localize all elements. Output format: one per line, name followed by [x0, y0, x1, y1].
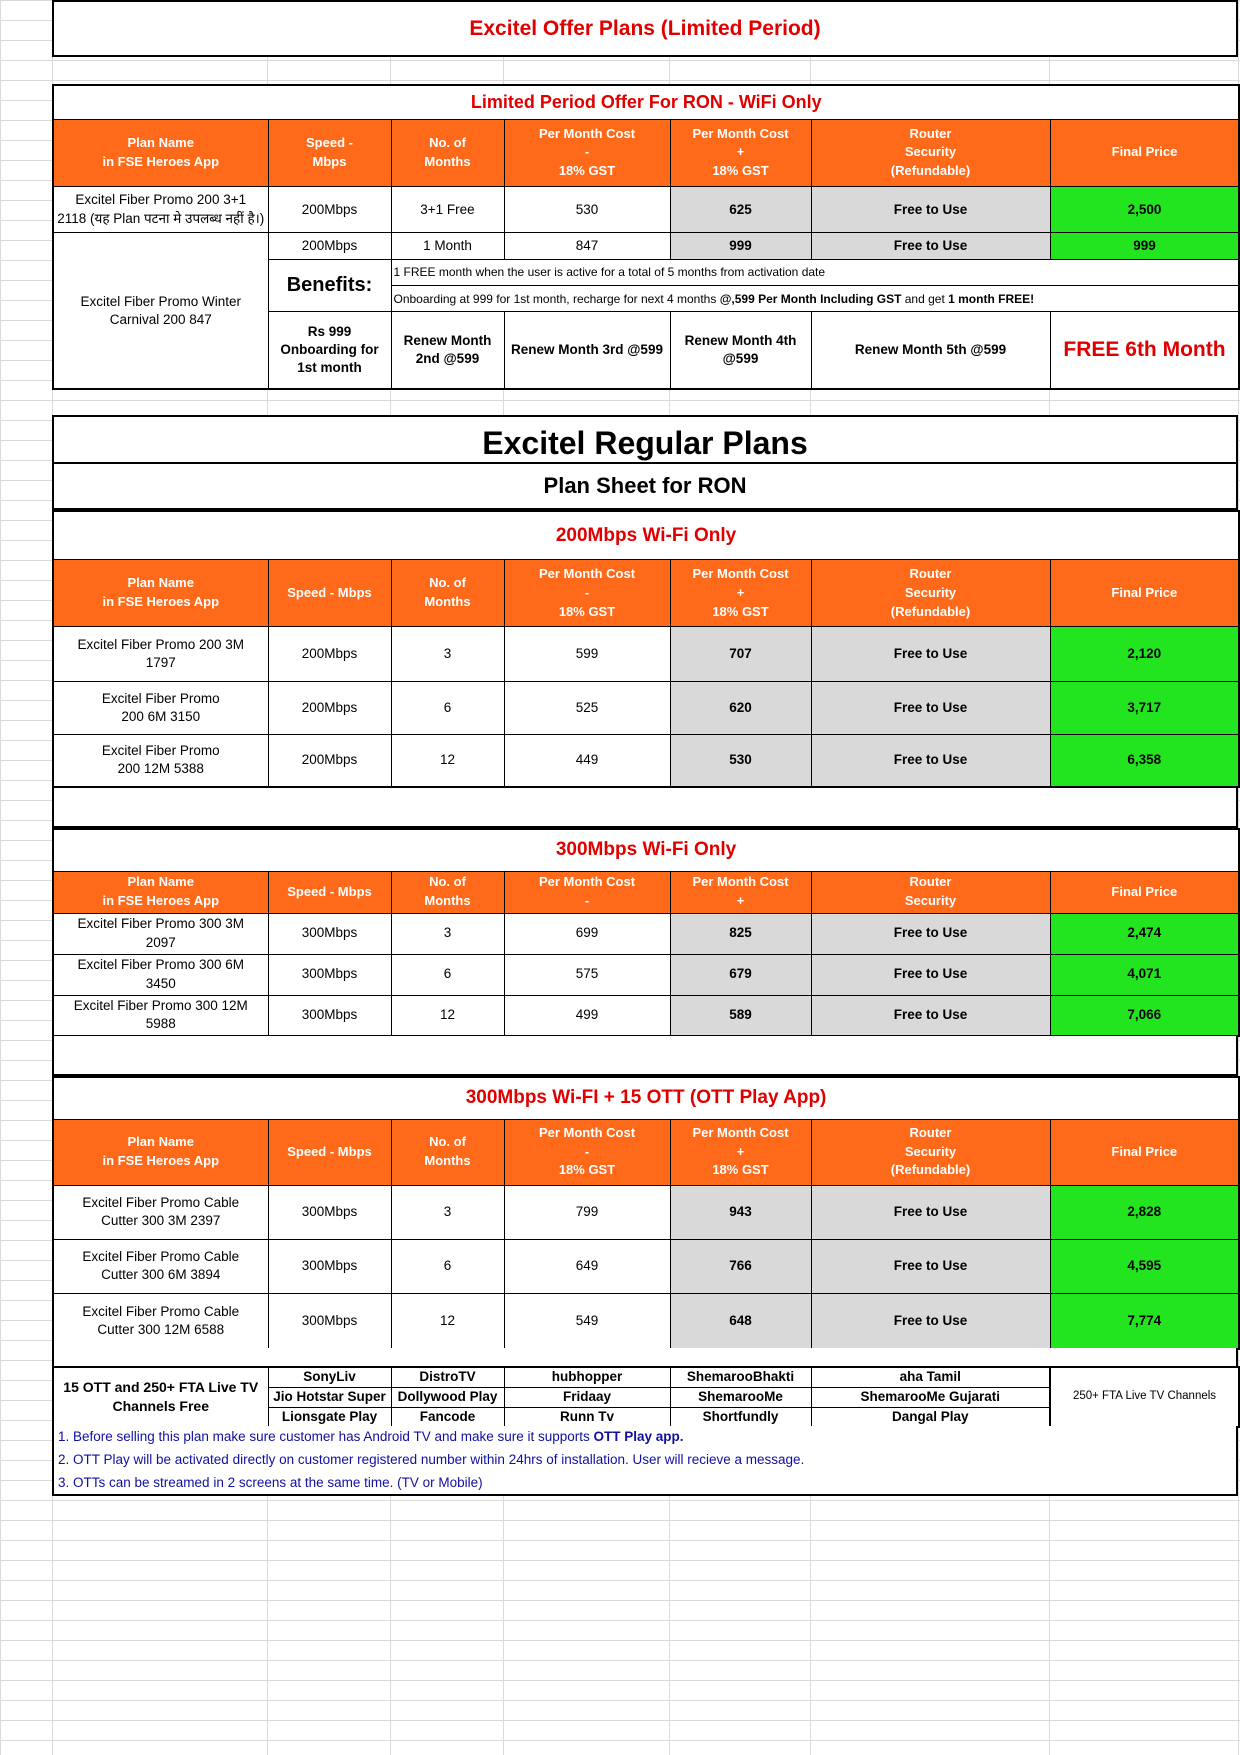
table-row [53, 1239, 1239, 1293]
benefit-2: Onboarding at 999 for 1st month, recharge for next 4 months @,599 Per Month Including GST and get 1 month FREE! [391, 286, 1239, 312]
plan-cost: 525 [504, 681, 670, 734]
header-speed: Speed - Mbps [268, 1119, 391, 1185]
plan-final-price: 4,595 [1050, 1239, 1239, 1293]
plan-name: Excitel Fiber Promo 300 3M 2097 [53, 913, 268, 954]
limited-offer-table [52, 84, 1240, 390]
plan-speed: 300Mbps [268, 913, 391, 954]
plan-cost-gst: 999 [670, 233, 811, 259]
plan-months: 3 [391, 627, 504, 682]
header-plan-name: Plan Name in FSE Heroes App [53, 560, 268, 627]
plan-months: 12 [391, 734, 504, 787]
header-cost: Per Month Cost - [504, 871, 670, 913]
header-speed: Speed - Mbps [268, 871, 391, 913]
header-plan-name: Plan Name in FSE Heroes App [53, 1119, 268, 1185]
schedule-month-5: Renew Month 5th @599 [811, 312, 1050, 389]
plan-months: 12 [391, 995, 504, 1036]
header-cost-gst: Per Month Cost + 18% GST [670, 560, 811, 627]
schedule-month-4: Renew Month 4th @599 [670, 312, 811, 389]
plan-name: Excitel Fiber Promo Cable Cutter 300 3M 2397 [53, 1185, 268, 1239]
plan-speed: 200Mbps [268, 734, 391, 787]
plan-cost-gst: 625 [670, 186, 811, 233]
plan-cost: 530 [504, 186, 670, 233]
plan-months: 6 [391, 681, 504, 734]
header-cost-gst: Per Month Cost + [670, 871, 811, 913]
plan-name: Excitel Fiber Promo 200 6M 3150 [53, 681, 268, 734]
header-row [53, 871, 1239, 913]
plan-months: 3 [391, 1185, 504, 1239]
plan-router: Free to Use [811, 954, 1050, 995]
plan-cost-gst: 825 [670, 913, 811, 954]
header-router: Router Security (Refundable) [811, 1119, 1050, 1185]
header-cost: Per Month Cost - 18% GST [504, 119, 670, 186]
plan-name: Excitel Fiber Promo 300 12M 5988 [53, 995, 268, 1036]
plan-cost: 575 [504, 954, 670, 995]
plan-months: 3+1 Free [391, 186, 504, 233]
plan-final-price: 7,066 [1050, 995, 1239, 1036]
plan-router: Free to Use [811, 995, 1050, 1036]
plans-300-table [52, 828, 1240, 1037]
header-plan-name: Plan Name in FSE Heroes App [53, 871, 268, 913]
header-final-price: Final Price [1050, 119, 1239, 186]
ott-item: ShemarooMe Gujarati [811, 1387, 1050, 1407]
plan-speed: 300Mbps [268, 954, 391, 995]
header-router: Router Security (Refundable) [811, 119, 1050, 186]
spacer [52, 1348, 1238, 1366]
ott-item: Lionsgate Play [268, 1407, 391, 1427]
plan-months: 12 [391, 1293, 504, 1349]
table-row [53, 186, 1239, 233]
ott-item: hubhopper [504, 1367, 670, 1387]
plan-router: Free to Use [811, 681, 1050, 734]
plan-name: Excitel Fiber Promo 200 3M 1797 [53, 627, 268, 682]
plan-sheet-title: Plan Sheet for RON [543, 473, 747, 498]
header-months: No. of Months [391, 119, 504, 186]
plan-cost: 499 [504, 995, 670, 1036]
schedule-month-2: Renew Month 2nd @599 [391, 312, 504, 389]
header-row [53, 560, 1239, 627]
plan-name: Excitel Fiber Promo 200 12M 5388 [53, 734, 268, 787]
header-cost: Per Month Cost - 18% GST [504, 1119, 670, 1185]
spacer [52, 788, 1238, 828]
plan-cost-gst: 943 [670, 1185, 811, 1239]
header-months: No. of Months [391, 560, 504, 627]
header-speed: Speed - Mbps [268, 119, 391, 186]
ott-item: ShemarooMe [670, 1387, 811, 1407]
header-final-price: Final Price [1050, 871, 1239, 913]
plan-router: Free to Use [811, 1185, 1050, 1239]
plan-cost: 699 [504, 913, 670, 954]
ott-item: Shortfundly [670, 1407, 811, 1427]
plan-cost-gst: 707 [670, 627, 811, 682]
header-months: No. of Months [391, 871, 504, 913]
plan-cost-gst: 620 [670, 681, 811, 734]
table-row [53, 1293, 1239, 1349]
plan-final-price: 2,500 [1050, 186, 1239, 233]
plans-300-ott-table [52, 1076, 1240, 1350]
plan-cost: 847 [504, 233, 670, 259]
plan-router: Free to Use [811, 1293, 1050, 1349]
header-months: No. of Months [391, 1119, 504, 1185]
plan-final-price: 4,071 [1050, 954, 1239, 995]
table-row [53, 233, 1239, 259]
plan-router: Free to Use [811, 913, 1050, 954]
ott-channels-table [52, 1366, 1240, 1428]
ott-item: SonyLiv [268, 1367, 391, 1387]
plan-speed: 200Mbps [268, 627, 391, 682]
header-final-price: Final Price [1050, 560, 1239, 627]
ott-item: Jio Hotstar Super [268, 1387, 391, 1407]
free-month-label: FREE 6th Month [1050, 312, 1239, 389]
section-title-300: 300Mbps Wi-Fi Only [53, 829, 1239, 871]
note-3: 3. OTTs can be streamed in 2 screens at the same time. (TV or Mobile) [58, 1474, 483, 1490]
plan-cost: 799 [504, 1185, 670, 1239]
plan-final-price: 999 [1050, 233, 1239, 259]
plan-speed: 300Mbps [268, 1293, 391, 1349]
plan-months: 6 [391, 954, 504, 995]
plan-cost-gst: 648 [670, 1293, 811, 1349]
plan-cost-gst: 766 [670, 1239, 811, 1293]
plan-final-price: 3,717 [1050, 681, 1239, 734]
plan-router: Free to Use [811, 1239, 1050, 1293]
limited-header-row [53, 119, 1239, 186]
limited-offer-title: Limited Period Offer For RON - WiFi Only [53, 85, 1239, 119]
plan-router: Free to Use [811, 734, 1050, 787]
plan-cost-gst: 679 [670, 954, 811, 995]
table-row [53, 913, 1239, 954]
plan-months: 1 Month [391, 233, 504, 259]
header-cost-gst: Per Month Cost + 18% GST [670, 119, 811, 186]
header-row [53, 1119, 1239, 1185]
ott-item: aha Tamil [811, 1367, 1050, 1387]
plan-final-price: 2,474 [1050, 913, 1239, 954]
plan-router: Free to Use [811, 186, 1050, 233]
plan-months: 3 [391, 913, 504, 954]
plan-speed: 300Mbps [268, 1185, 391, 1239]
benefits-label: Benefits: [268, 259, 391, 312]
table-row [53, 681, 1239, 734]
table-row [53, 1185, 1239, 1239]
section-title-200: 200Mbps Wi-Fi Only [53, 511, 1239, 560]
ott-item: Dangal Play [811, 1407, 1050, 1427]
notes-table [52, 1426, 1238, 1496]
header-router: Router Security [811, 871, 1050, 913]
plan-cost-gst: 589 [670, 995, 811, 1036]
plans-200-table [52, 510, 1240, 788]
plan-name: Excitel Fiber Promo Cable Cutter 300 12M 6588 [53, 1293, 268, 1349]
plan-cost: 649 [504, 1239, 670, 1293]
table-row [53, 995, 1239, 1036]
header-final-price: Final Price [1050, 1119, 1239, 1185]
fta-channels: 250+ FTA Live TV Channels [1050, 1367, 1239, 1427]
plan-speed: 200Mbps [268, 233, 391, 259]
plan-speed: 200Mbps [268, 681, 391, 734]
header-router: Router Security (Refundable) [811, 560, 1050, 627]
spacer [52, 1036, 1238, 1076]
plan-final-price: 2,120 [1050, 627, 1239, 682]
ott-label: 15 OTT and 250+ FTA Live TV Channels Free [53, 1367, 268, 1427]
table-row [53, 734, 1239, 787]
regular-title-box [52, 415, 1238, 462]
plan-name: Excitel Fiber Promo 200 3+1 2118 (यह Plan पटना मे उपलब्ध नहीं है।) [53, 186, 268, 233]
ott-item: Fancode [391, 1407, 504, 1427]
plan-cost: 449 [504, 734, 670, 787]
ott-item: Runn Tv [504, 1407, 670, 1427]
ott-item: Fridaay [504, 1387, 670, 1407]
section-title-300-ott: 300Mbps Wi-FI + 15 OTT (OTT Play App) [53, 1077, 1239, 1119]
plan-cost: 599 [504, 627, 670, 682]
header-speed: Speed - Mbps [268, 560, 391, 627]
note-2: 2. OTT Play will be activated directly on customer registered number within 24hrs of installation. User will recieve a message. [58, 1452, 805, 1468]
schedule-month-3: Renew Month 3rd @599 [504, 312, 670, 389]
plan-final-price: 7,774 [1050, 1293, 1239, 1349]
ott-item: ShemarooBhakti [670, 1367, 811, 1387]
plan-router: Free to Use [811, 627, 1050, 682]
ott-item: DistroTV [391, 1367, 504, 1387]
plan-speed: 200Mbps [268, 186, 391, 233]
ott-item: Dollywood Play [391, 1387, 504, 1407]
plan-final-price: 6,358 [1050, 734, 1239, 787]
header-cost: Per Month Cost - 18% GST [504, 560, 670, 627]
note-1: 1. Before selling this plan make sure customer has Android TV and make sure it supports OTT Play app. [58, 1429, 684, 1445]
header-plan-name: Plan Name in FSE Heroes App [53, 119, 268, 186]
benefit-1: 1 FREE month when the user is active for a total of 5 months from activation date [391, 259, 1239, 285]
plan-cost-gst: 530 [670, 734, 811, 787]
plan-months: 6 [391, 1239, 504, 1293]
top-title-box [52, 0, 1238, 57]
plan-final-price: 2,828 [1050, 1185, 1239, 1239]
plan-cost: 549 [504, 1293, 670, 1349]
plan-sheet-box [52, 462, 1238, 510]
plan-router: Free to Use [811, 233, 1050, 259]
plan-speed: 300Mbps [268, 1239, 391, 1293]
page-title: Excitel Offer Plans (Limited Period) [469, 16, 821, 40]
plan-speed: 300Mbps [268, 995, 391, 1036]
table-row [53, 627, 1239, 682]
plan-name: Excitel Fiber Promo Cable Cutter 300 6M 3894 [53, 1239, 268, 1293]
plan-name: Excitel Fiber Promo Winter Carnival 200 847 [53, 233, 268, 389]
header-cost-gst: Per Month Cost + 18% GST [670, 1119, 811, 1185]
table-row [53, 954, 1239, 995]
regular-plans-title: Excitel Regular Plans [482, 425, 808, 461]
schedule-month-1: Rs 999 Onboarding for 1st month [268, 312, 391, 389]
plan-name: Excitel Fiber Promo 300 6M 3450 [53, 954, 268, 995]
